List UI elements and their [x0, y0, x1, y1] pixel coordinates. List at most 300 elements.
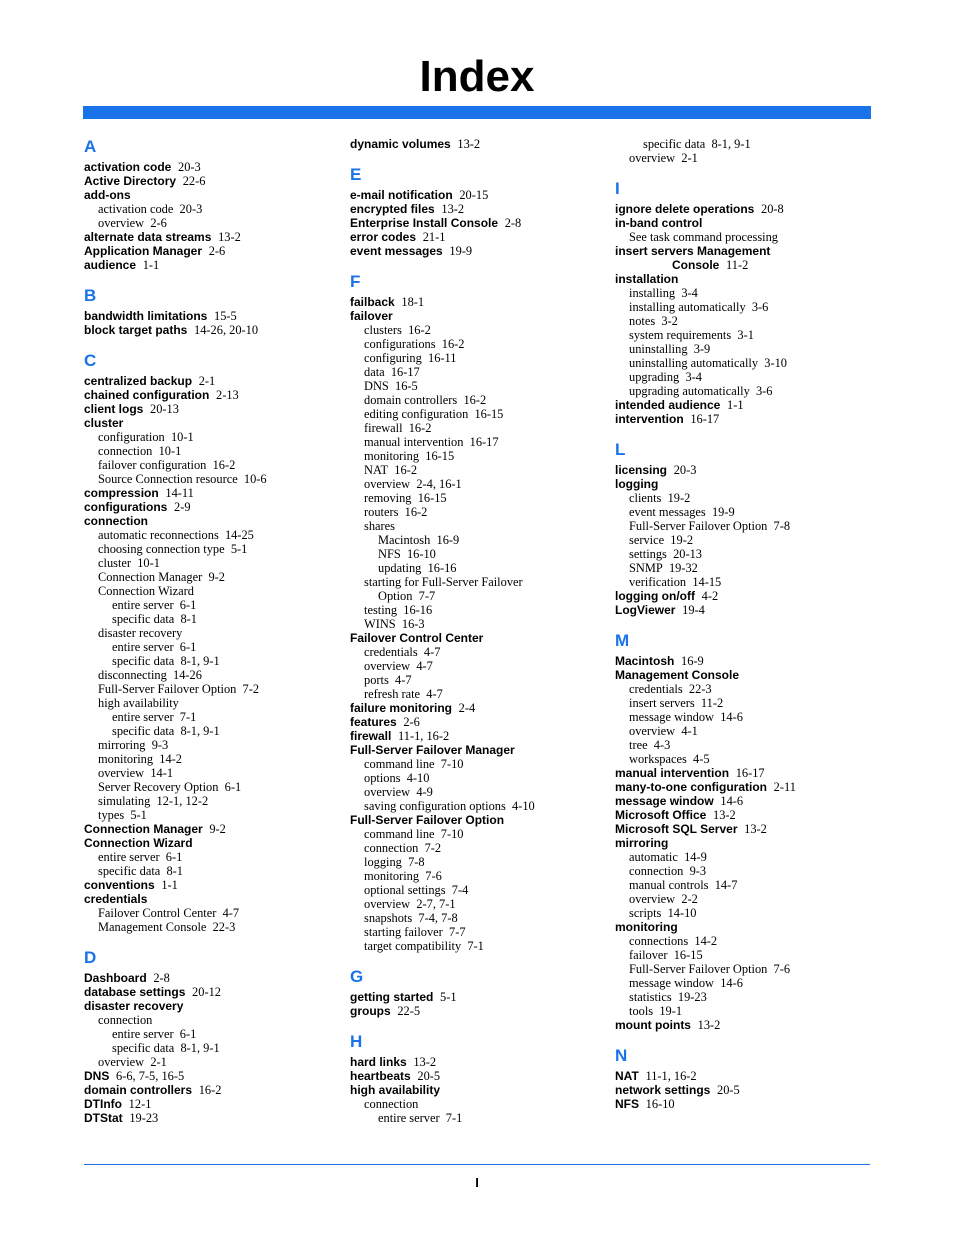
- index-term: configurations: [84, 500, 168, 514]
- index-entry: [84, 1069, 346, 1083]
- page-ref: 5-1: [230, 542, 248, 556]
- index-entry: [84, 1083, 346, 1097]
- index-term: Management Console: [615, 668, 740, 682]
- page-ref: 2-2: [681, 892, 698, 906]
- page-ref: 18-1: [401, 295, 425, 309]
- index-subentry: [615, 137, 877, 151]
- index-term: overview: [98, 1055, 145, 1069]
- index-term: manual controls: [629, 878, 709, 892]
- index-term: WINS: [364, 617, 396, 631]
- index-term: service: [629, 533, 665, 547]
- index-term: removing: [364, 491, 412, 505]
- page-ref: 10-1: [170, 430, 194, 444]
- index-term: See task command processing: [629, 230, 778, 244]
- index-entry: [350, 743, 612, 757]
- index-term: Option: [378, 589, 413, 603]
- index-term: getting started: [350, 990, 434, 1004]
- index-entry: [84, 971, 346, 985]
- page-ref: 16-2: [404, 505, 428, 519]
- page-ref: 16-17: [390, 365, 420, 379]
- index-term: DTInfo: [84, 1097, 122, 1111]
- section-letter: B: [84, 286, 97, 305]
- index-subentry: [84, 1027, 346, 1041]
- index-term: block target paths: [84, 323, 188, 337]
- index-subentry: [615, 696, 877, 710]
- page-ref: 20-5: [417, 1069, 441, 1083]
- index-subentry: [350, 365, 612, 379]
- page-ref: 1-1: [727, 398, 744, 412]
- page-ref: 7-4, 7-8: [418, 911, 458, 925]
- index-entry: [350, 715, 612, 729]
- page-ref: 7-7: [418, 589, 436, 603]
- index-term: command line: [364, 827, 435, 841]
- index-term: Enterprise Install Console: [350, 216, 499, 230]
- page-number: I: [475, 1175, 479, 1190]
- index-entry: [350, 309, 612, 323]
- page-ref: 16-10: [645, 1097, 675, 1111]
- index-term: Microsoft SQL Server: [615, 822, 738, 836]
- index-entry: [350, 244, 612, 258]
- index-term: credentials: [629, 682, 683, 696]
- page-ref: 10-1: [158, 444, 182, 458]
- index-term: network settings: [615, 1083, 711, 1097]
- index-subentry: [615, 575, 877, 589]
- index-term: Server Recovery Option: [98, 780, 219, 794]
- page-ref: 14-26: [173, 668, 202, 682]
- index-term: features: [350, 715, 397, 729]
- index-subentry: [84, 430, 346, 444]
- index-entry: [84, 323, 346, 337]
- index-term: overview: [364, 785, 411, 799]
- index-term: credentials: [84, 892, 148, 906]
- page-ref: 16-15: [425, 449, 455, 463]
- page-ref: 7-6: [773, 962, 791, 976]
- page-ref: 13-2: [744, 822, 767, 836]
- index-term: connection: [629, 864, 684, 878]
- index-subentry: [615, 948, 877, 962]
- page-ref: 3-6: [755, 384, 773, 398]
- index-term: command line: [364, 757, 435, 771]
- page-ref: 7-10: [440, 757, 464, 771]
- index-entry: [350, 631, 612, 645]
- page-ref: 19-2: [670, 533, 694, 547]
- index-term: cluster: [98, 556, 132, 570]
- index-entry: [84, 416, 346, 430]
- index-term: specific data: [112, 724, 175, 738]
- index-subentry: [615, 710, 877, 724]
- index-subentry: [350, 393, 612, 407]
- index-entry: [615, 603, 877, 617]
- index-entry: [615, 1069, 877, 1083]
- page-ref: 22-3: [212, 920, 236, 934]
- page-ref: 22-6: [182, 174, 206, 188]
- index-subentry: [84, 216, 346, 230]
- index-term: logging on/off: [615, 589, 695, 603]
- index-term: connection: [84, 514, 149, 528]
- section-letter: A: [84, 137, 97, 156]
- index-subentry: [350, 869, 612, 883]
- page-ref: 6-6, 7-5, 16-5: [116, 1069, 185, 1083]
- index-subentry: [615, 151, 877, 165]
- index-term: entire server: [98, 850, 160, 864]
- index-term: verification: [629, 575, 687, 589]
- page-ref: 15-5: [214, 309, 237, 323]
- page-ref: 20-13: [673, 547, 702, 561]
- index-subentry: [350, 449, 612, 463]
- index-term: saving configuration options: [364, 799, 506, 813]
- index-subentry: [615, 934, 877, 948]
- index-subentry: [350, 659, 612, 673]
- index-entry: [84, 999, 346, 1013]
- index-term: overview: [364, 659, 411, 673]
- index-term: editing configuration: [364, 407, 469, 421]
- index-entry: [615, 244, 877, 258]
- index-term: configuration: [98, 430, 165, 444]
- index-term: high availability: [350, 1083, 441, 1097]
- page-ref: 14-7: [714, 878, 738, 892]
- index-entry: [615, 794, 877, 808]
- index-entry: [615, 654, 877, 668]
- index-term: firewall: [350, 729, 392, 743]
- index-term: disconnecting: [98, 668, 167, 682]
- page-ref: 4-2: [701, 589, 719, 603]
- page-ref: 20-15: [459, 188, 489, 202]
- page-ref: 16-15: [417, 491, 447, 505]
- page-ref: 8-1, 9-1: [180, 654, 220, 668]
- page-ref: 14-2: [694, 934, 718, 948]
- index-subentry: [84, 1041, 346, 1055]
- index-entry: [84, 174, 346, 188]
- index-subentry: [350, 939, 612, 953]
- page-ref: 14-25: [224, 528, 254, 542]
- index-term: NFS: [615, 1097, 639, 1111]
- index-subentry: [615, 384, 877, 398]
- index-subentry: [350, 533, 612, 547]
- index-entry: [615, 1097, 877, 1111]
- index-subentry: [350, 883, 612, 897]
- index-subentry: [350, 505, 612, 519]
- index-term: options: [364, 771, 401, 785]
- index-term: specific data: [112, 612, 175, 626]
- section-letter: D: [84, 948, 97, 967]
- index-subentry: [350, 421, 612, 435]
- index-subentry: [350, 757, 612, 771]
- page-ref: 2-8: [153, 971, 170, 985]
- index-term: routers: [364, 505, 399, 519]
- index-term: alternate data streams: [84, 230, 212, 244]
- page-ref: 11-1, 16-2: [398, 729, 450, 743]
- index-subentry: [350, 561, 612, 575]
- page-ref: 21-1: [422, 230, 446, 244]
- index-entry: [350, 202, 612, 216]
- index-entry: [615, 836, 877, 850]
- page-ref: 7-2: [242, 682, 260, 696]
- index-entry: [84, 514, 346, 528]
- index-entry: [615, 589, 877, 603]
- index-term: overview: [629, 151, 676, 165]
- page-ref: 10-1: [137, 556, 160, 570]
- index-term: Source Connection resource: [98, 472, 238, 486]
- index-entry: [615, 668, 877, 682]
- index-term: automatic reconnections: [98, 528, 219, 542]
- index-term: clients: [629, 491, 662, 505]
- page-ref: 5-1: [440, 990, 457, 1004]
- index-term: NAT: [615, 1069, 639, 1083]
- index-subentry: [84, 864, 346, 878]
- page-ref: 9-2: [209, 822, 226, 836]
- index-subentry: [84, 444, 346, 458]
- page-ref: 3-10: [764, 356, 787, 370]
- page-ref: 7-2: [424, 841, 442, 855]
- index-term: Full-Server Failover Manager: [350, 743, 515, 757]
- index-term: manual intervention: [615, 766, 730, 780]
- page-ref: 3-4: [685, 370, 702, 384]
- page-ref: 7-1: [179, 710, 197, 724]
- index-term: DNS: [84, 1069, 110, 1083]
- page-ref: 7-10: [440, 827, 464, 841]
- page-ref: 14-11: [165, 486, 194, 500]
- index-column-1: [84, 137, 346, 1125]
- index-term: manual intervention: [364, 435, 464, 449]
- index-term: automatic: [629, 850, 678, 864]
- index-entry: [350, 1004, 612, 1018]
- index-term: installing automatically: [629, 300, 746, 314]
- page-ref: 13-2: [457, 137, 481, 151]
- page-ref: 4-5: [693, 752, 710, 766]
- page-ref: 11-1, 16-2: [645, 1069, 697, 1083]
- page-ref: 2-4, 16-1: [416, 477, 462, 491]
- index-subentry: [350, 897, 612, 911]
- page-ref: 14-6: [720, 976, 743, 990]
- page-ref: 2-4: [458, 701, 476, 715]
- index-term: compression: [84, 486, 159, 500]
- page-ref: 13-2: [697, 1018, 721, 1032]
- index-entry: [615, 463, 877, 477]
- index-term: groups: [350, 1004, 391, 1018]
- page-ref: 3-9: [693, 342, 711, 356]
- index-term: failover: [629, 948, 668, 962]
- index-term: ports: [364, 673, 389, 687]
- index-entry: [84, 230, 346, 244]
- index-subentry: [84, 738, 346, 752]
- index-subentry: [84, 808, 346, 822]
- page-ref: 4-10: [512, 799, 535, 813]
- index-term: clusters: [364, 323, 402, 337]
- page-ref: 2-8: [504, 216, 522, 230]
- page-ref: 16-9: [436, 533, 460, 547]
- index-term: audience: [84, 258, 137, 272]
- index-subentry: [84, 570, 346, 584]
- index-term: starting failover: [364, 925, 443, 939]
- index-term: LogViewer: [615, 603, 676, 617]
- page-ref: 2-1: [150, 1055, 167, 1069]
- index-term: entire server: [112, 640, 174, 654]
- index-subentry: [84, 682, 346, 696]
- index-entry: [84, 388, 346, 402]
- index-term: connection: [98, 444, 153, 458]
- page-ref: 2-6: [403, 715, 420, 729]
- index-subentry: [615, 738, 877, 752]
- index-subentry: [350, 337, 612, 351]
- index-term: tree: [629, 738, 648, 752]
- page-ref: 14-9: [684, 850, 707, 864]
- page-ref: 9-2: [208, 570, 225, 584]
- index-entry: [615, 822, 877, 836]
- page-ref: 13-2: [441, 202, 465, 216]
- index-term: SNMP: [629, 561, 663, 575]
- index-subentry: [350, 771, 612, 785]
- index-subentry: [84, 556, 346, 570]
- index-term: statistics: [629, 990, 672, 1004]
- index-term: bandwidth limitations: [84, 309, 208, 323]
- page-ref: 16-16: [427, 561, 457, 575]
- index-subentry: [350, 925, 612, 939]
- index-term: domain controllers: [84, 1083, 193, 1097]
- page-ref: 16-2: [441, 337, 465, 351]
- page-ref: 8-1: [180, 612, 197, 626]
- index-term: failover configuration: [98, 458, 207, 472]
- section-letter: G: [350, 967, 364, 986]
- page-ref: 14-6: [720, 794, 744, 808]
- index-subentry: [350, 785, 612, 799]
- section-letter: M: [615, 631, 630, 650]
- index-term: add-ons: [84, 188, 131, 202]
- index-term: NAT: [364, 463, 389, 477]
- index-term: intended audience: [615, 398, 721, 412]
- index-term: NFS: [378, 547, 401, 561]
- page-ref: 16-2: [198, 1083, 222, 1097]
- index-subentry: [84, 724, 346, 738]
- index-column-3: [615, 137, 877, 1111]
- index-subentry: [84, 598, 346, 612]
- index-term: disaster recovery: [98, 626, 183, 640]
- index-entry: [350, 295, 612, 309]
- index-column-2: [350, 137, 612, 1125]
- index-term: disaster recovery: [84, 999, 184, 1013]
- page-ref: 4-9: [416, 785, 433, 799]
- page-ref: 6-1: [179, 598, 197, 612]
- index-term: credentials: [364, 645, 418, 659]
- page-ref: 10-6: [243, 472, 267, 486]
- index-term: Connection Wizard: [98, 584, 194, 598]
- index-term: monitoring: [364, 869, 420, 883]
- page-ref: 16-17: [690, 412, 720, 426]
- index-subentry: [615, 1004, 877, 1018]
- page-ref: 13-2: [218, 230, 241, 244]
- index-subentry: [615, 300, 877, 314]
- section-letter: C: [84, 351, 97, 370]
- index-entry: [350, 813, 612, 827]
- section-letter: E: [350, 165, 362, 184]
- page-ref: 8-1, 9-1: [711, 137, 751, 151]
- page-ref: 9-3: [689, 864, 707, 878]
- page-ref: 14-26, 20-10: [194, 323, 259, 337]
- index-term: mirroring: [98, 738, 146, 752]
- index-term: logging: [364, 855, 402, 869]
- index-term: Macintosh: [615, 654, 675, 668]
- index-subentry: [350, 687, 612, 701]
- page-ref: 16-15: [673, 948, 703, 962]
- footer-rule: [84, 1164, 870, 1165]
- index-term: overview: [98, 766, 145, 780]
- index-subentry: [350, 323, 612, 337]
- index-term: activation code: [98, 202, 174, 216]
- index-term: ignore delete operations: [615, 202, 755, 216]
- index-subentry: [615, 491, 877, 505]
- page-ref: 20-3: [179, 202, 203, 216]
- index-term: settings: [629, 547, 667, 561]
- page-ref: 8-1, 9-1: [180, 1041, 220, 1055]
- index-subentry: [350, 1097, 612, 1111]
- index-subentry: [350, 645, 612, 659]
- page-title: Index: [419, 52, 535, 101]
- index-term: connection: [98, 1013, 153, 1027]
- page-ref: 11-2: [700, 696, 724, 710]
- index-term: intervention: [615, 412, 684, 426]
- index-subentry: [615, 356, 877, 370]
- page-ref: 2-1: [681, 151, 698, 165]
- index-term: Full-Server Failover Option: [98, 682, 237, 696]
- index-subentry: [350, 855, 612, 869]
- page-ref: 3-6: [751, 300, 769, 314]
- index-subentry: [84, 542, 346, 556]
- index-entry: [615, 1018, 877, 1032]
- index-subentry: [615, 906, 877, 920]
- index-term: connection: [364, 841, 419, 855]
- page-ref: 19-9: [449, 244, 473, 258]
- page-ref: 6-1: [179, 1027, 197, 1041]
- index-subentry: [84, 640, 346, 654]
- index-subentry: [615, 342, 877, 356]
- index-subentry: [615, 990, 877, 1004]
- index-subentry: [615, 892, 877, 906]
- index-term: simulating: [98, 794, 151, 808]
- index-term: insert servers: [629, 696, 695, 710]
- index-entry: [84, 258, 346, 272]
- index-subentry: [615, 519, 877, 533]
- index-term: Active Directory: [84, 174, 177, 188]
- index-entry: [84, 878, 346, 892]
- index-entry: [84, 160, 346, 174]
- index-entry: [615, 1083, 877, 1097]
- page-ref: 19-4: [682, 603, 705, 617]
- page-ref: 2-6: [208, 244, 226, 258]
- index-subentry: [350, 407, 612, 421]
- index-term: overview: [629, 892, 676, 906]
- index-subentry: [615, 561, 877, 575]
- page-ref: 13-2: [713, 808, 736, 822]
- index-entry: [350, 701, 612, 715]
- page-ref: 4-7: [426, 687, 443, 701]
- index-term: domain controllers: [364, 393, 458, 407]
- page-ref: 16-5: [395, 379, 418, 393]
- index-term: target compatibility: [364, 939, 462, 953]
- index-term: Macintosh: [378, 533, 431, 547]
- index-subentry: [84, 668, 346, 682]
- index-subentry: [615, 370, 877, 384]
- index-entry: [350, 990, 612, 1004]
- page-ref: 14-2: [159, 752, 182, 766]
- index-term: event messages: [629, 505, 706, 519]
- page-ref: 7-7: [449, 925, 466, 939]
- index-entry: [615, 477, 877, 491]
- index-term: failure monitoring: [350, 701, 452, 715]
- index-term: Connection Manager: [84, 822, 203, 836]
- page-ref: 2-11: [773, 780, 796, 794]
- index-subentry: [350, 575, 612, 589]
- index-subentry: [84, 202, 346, 216]
- index-subentry: [84, 612, 346, 626]
